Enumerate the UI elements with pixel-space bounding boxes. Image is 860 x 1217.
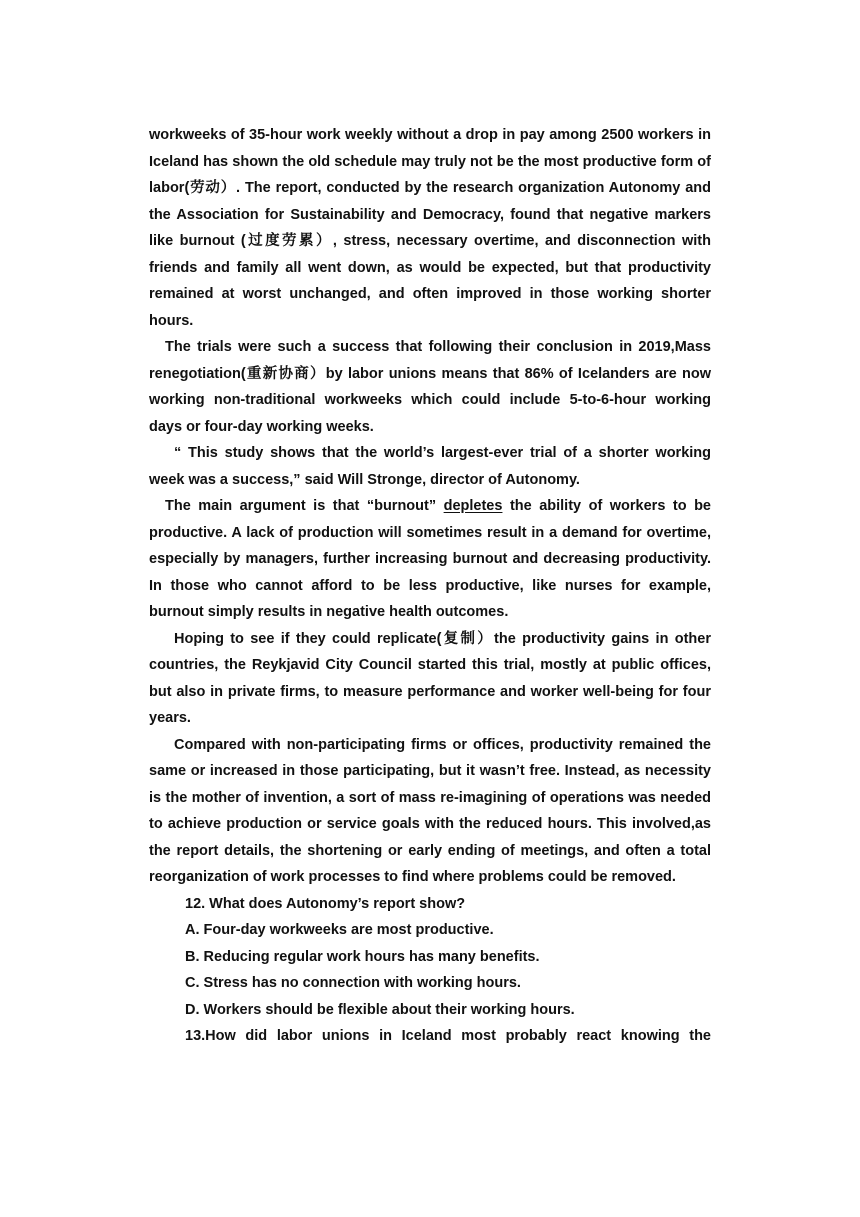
document-page xyxy=(149,122,711,1050)
question-13-stem: 13.How did labor unions in Iceland most probably react knowing the xyxy=(185,1028,711,1044)
question-12-option-c: C. Stress has no connection with working hours. xyxy=(185,975,521,991)
passage-paragraph-6: Compared with non-participating firms or offices, productivity remained the same or increased in those participating, but it wasn’t free. Instead, as necessity is the mother of invention, a sort of mass re-imagining of operations was needed to achieve production or service goals with the reduced hours. This involved,as the report details, the shortening or early ending of meetings, and often a total reorganization of work processes to find where problems could be removed. xyxy=(149,736,711,885)
paragraph-4-text-before: The main argument is that “burnout” xyxy=(165,498,444,514)
question-12-stem: 12. What does Autonomy’s report show? xyxy=(185,895,466,912)
question-12-option-a: A. Four-day workweeks are most productive. xyxy=(185,922,494,938)
passage-paragraph-2: The trials were such a success that following their conclusion in 2019,Mass renegotiation(重新协商）by labor unions means that 86% of Icelanders are now working non-traditional workweeks which could include 5-to-6-hour working days or four-day working weeks. xyxy=(149,339,711,435)
paragraph-4-text-after: the ability of workers to be productive. A lack of production will sometimes result in a demand for overtime, especially by managers, further increasing burnout and decreasing productivity. In those who cannot afford to be less productive, like nurses for example, burnout simply results in negative health outcomes. xyxy=(149,498,711,620)
passage-paragraph-3: “ This study shows that the world’s largest-ever trial of a shorter working week was a success,” said Will Stronge, director of Autonomy. xyxy=(149,445,711,488)
question-12-option-d: D. Workers should be flexible about their working hours. xyxy=(185,1001,575,1018)
passage-paragraph-1: workweeks of 35-hour work weekly without a drop in pay among 2500 workers in Iceland has shown the old schedule may truly not be the most productive form of labor(劳动）. The report, conducted by the research organization Autonomy and the Association for Sustainability and Democracy, found that negative markers like burnout (过度劳累）, stress, necessary overtime, and disconnection with friends and family all went down, as would be expected, but that productivity remained at worst unchanged, and often improved in those working shorter hours. xyxy=(149,127,711,329)
passage-paragraph-5: Hoping to see if they could replicate(复制）the productivity gains in other countries, the Reykjavid City Council started this trial, mostly at public offices, but also in private firms, to measure performance and worker well-being for four years. xyxy=(149,630,711,726)
question-12-option-b: B. Reducing regular work hours has many benefits. xyxy=(185,948,540,965)
underlined-word-depletes: depletes xyxy=(443,498,503,514)
passage-paragraph-4 xyxy=(149,493,711,626)
